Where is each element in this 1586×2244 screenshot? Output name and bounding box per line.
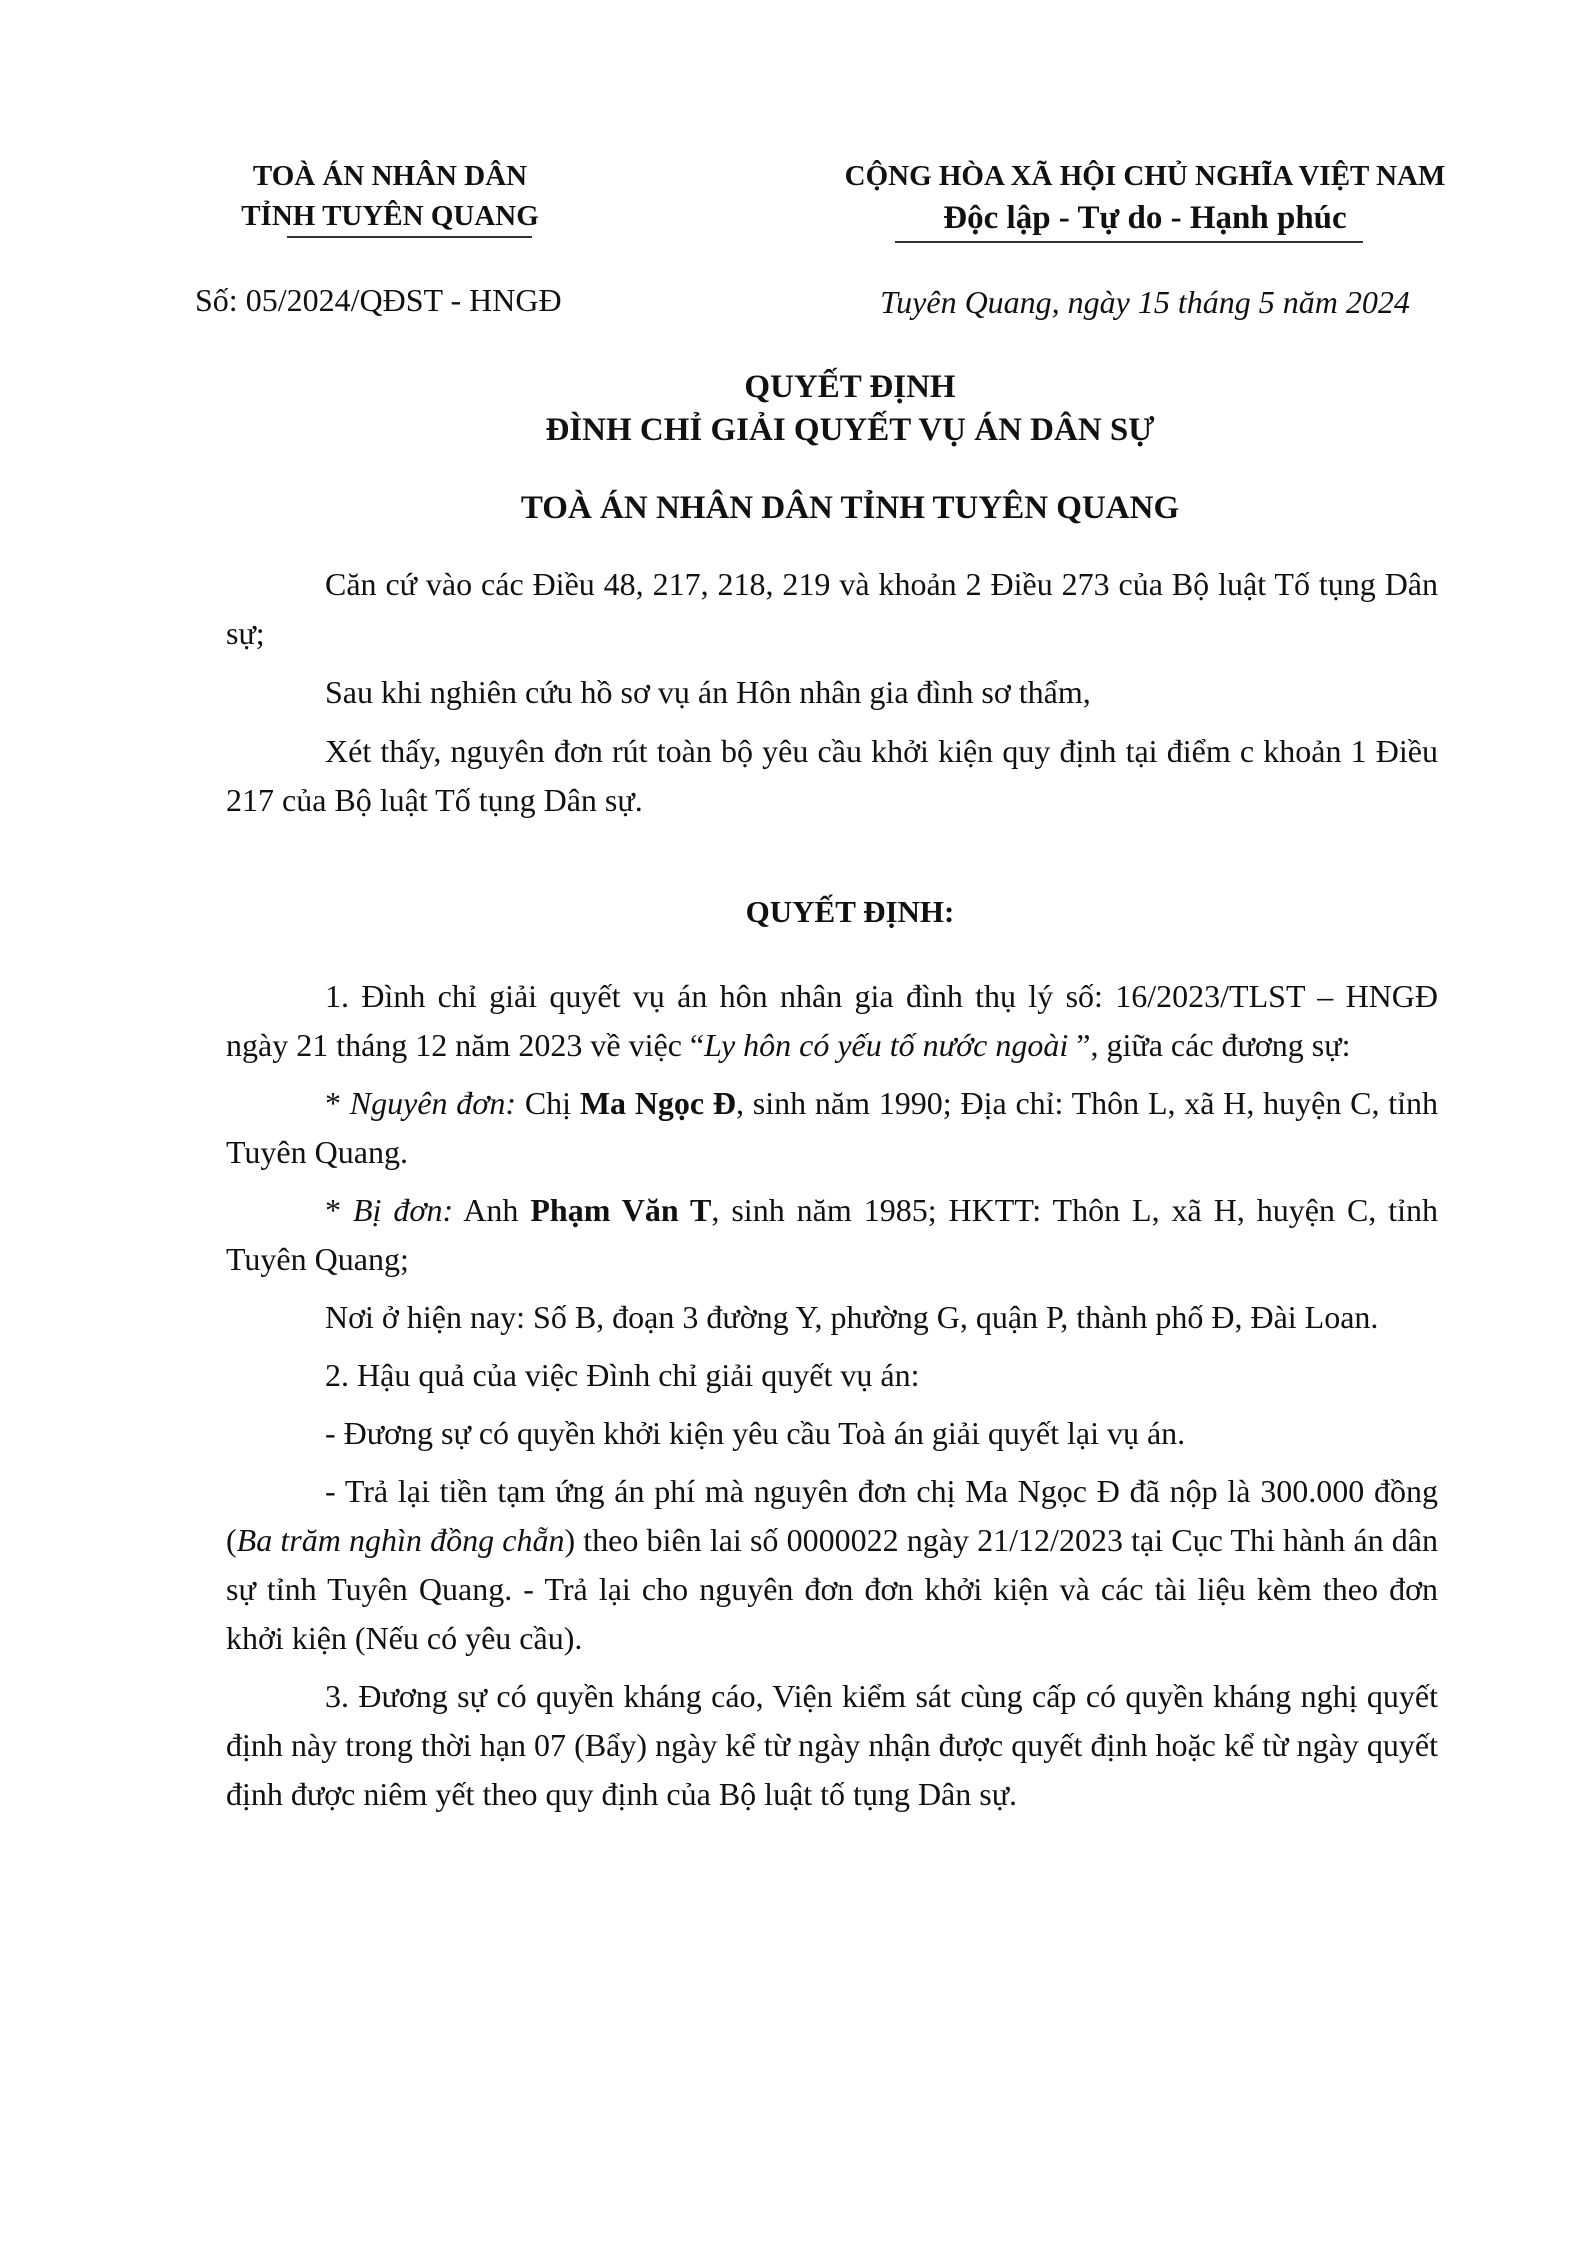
defendant-name: Phạm Văn T — [530, 1192, 712, 1228]
decision-body — [226, 972, 1438, 1819]
motto-underline — [895, 241, 1363, 243]
court-header-underline — [287, 236, 532, 238]
plaintiff-role: Nguyên đơn: — [349, 1085, 517, 1121]
nation-motto: Độc lập - Tự do - Hạnh phúc — [943, 200, 1347, 236]
decision-item-2b: - Trả lại tiền tạm ứng án phí mà nguyên đơn chị Ma Ngọc Đ đã nộp là 300.000 đồng (Ba trăm nghìn đồng chẵn) theo biên lai số 0000022 ngày 21/12/2023 tại Cục Thi hành án dân sự tỉnh Tuyên Quang. - Trả lại cho nguyên đơn đơn khởi kiện và các tài liệu kèm theo đơn khởi kiện (Nếu có yêu cầu). — [226, 1473, 1439, 1656]
decision-heading: QUYẾT ĐỊNH: — [745, 894, 955, 929]
preamble-finding: Xét thấy, nguyên đơn rút toàn bộ yêu cầu khởi kiện quy định tại điểm c khoản 1 Điều 217 của Bộ luật Tố tụng Dân sự. — [226, 733, 1438, 818]
defendant-info: * Bị đơn: Anh Phạm Văn T, sinh năm 1985; HKTT: Thôn L, xã H, huyện C, tỉnh Tuyên Quang; — [226, 1192, 1439, 1277]
issuing-court: TOÀ ÁN NHÂN DÂN TỈNH TUYÊN QUANG — [520, 490, 1180, 526]
document-number: Số: 05/2024/QĐST - HNGĐ — [195, 282, 562, 318]
preamble — [226, 560, 1438, 825]
title-line1: QUYẾT ĐỊNH — [744, 369, 956, 405]
decision-item-2a: - Đương sự có quyền khởi kiện yêu cầu Toà án giải quyết lại vụ án. — [325, 1415, 1186, 1451]
decision-item-2: 2. Hậu quả của việc Đình chỉ giải quyết vụ án: — [325, 1357, 920, 1393]
court-name-line2: TỈNH TUYÊN QUANG — [241, 200, 539, 232]
plaintiff-name: Ma Ngọc Đ — [579, 1085, 737, 1121]
nation-name: CỘNG HÒA XÃ HỘI CHỦ NGHĨA VIỆT NAM — [844, 160, 1446, 192]
title-line2: ĐÌNH CHỈ GIẢI QUYẾT VỤ ÁN DÂN SỰ — [545, 412, 1155, 448]
place-date: Tuyên Quang, ngày 15 tháng 5 năm 2024 — [880, 284, 1410, 320]
amount-in-words: Ba trăm nghìn đồng chẵn — [236, 1522, 565, 1558]
national-header — [790, 156, 1500, 240]
defendant-role: Bị đơn: — [352, 1192, 454, 1228]
preamble-legal-basis: Căn cứ vào các Điều 48, 217, 218, 219 và khoản 2 Điều 273 của Bộ luật Tố tụng Dân sự; — [226, 566, 1438, 651]
plaintiff-info: * Nguyên đơn: Chị Ma Ngọc Đ, sinh năm 1990; Địa chỉ: Thôn L, xã H, huyện C, tỉnh Tuyên Quang. — [226, 1085, 1439, 1170]
decision-item-1: 1. Đình chỉ giải quyết vụ án hôn nhân gia đình thụ lý số: 16/2023/TLST – HNGĐ ngày 21 tháng 12 năm 2023 về việc “Ly hôn có yếu tố nước ngoài ”, giữa các đương sự: — [226, 978, 1438, 1063]
case-subject: Ly hôn có yếu tố nước ngoài — [704, 1027, 1077, 1063]
document-title — [300, 366, 1400, 452]
defendant-residence: Nơi ở hiện nay: Số B, đoạn 3 đường Y, phường G, quận P, thành phố Đ, Đài Loan. — [325, 1299, 1379, 1335]
preamble-review: Sau khi nghiên cứu hồ sơ vụ án Hôn nhân gia đình sơ thẩm, — [325, 674, 1091, 710]
court-header — [165, 156, 615, 236]
decision-item-3: 3. Đương sự có quyền kháng cáo, Viện kiểm sát cùng cấp có quyền kháng nghị quyết định này trong thời hạn 07 (Bẩy) ngày kể từ ngày nhận được quyết định hoặc kể từ ngày quyết định được niêm yết theo quy định của Bộ luật tố tụng Dân sự. — [226, 1678, 1438, 1812]
court-name-line1: TOÀ ÁN NHÂN DÂN — [252, 160, 528, 192]
